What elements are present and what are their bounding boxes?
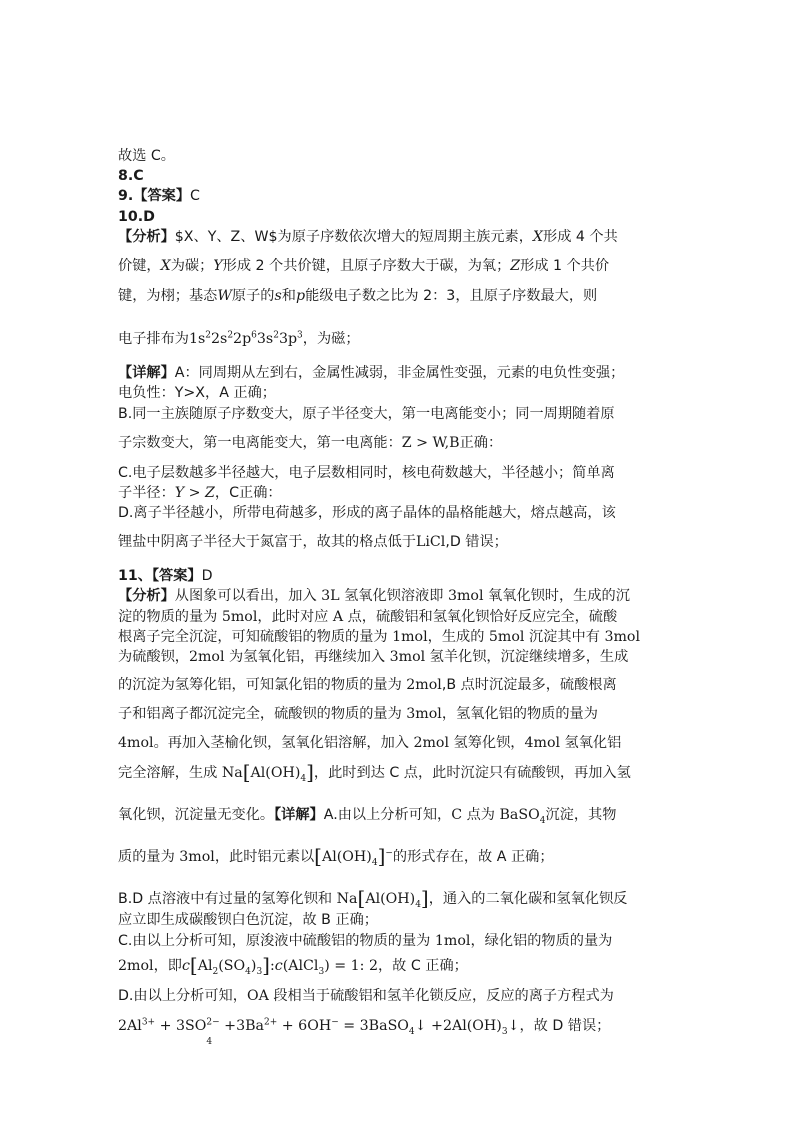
detail-line: C.由以上分析可知，原浚液中硫酸铝的物质的量为 1mol，绿化铝的物质的量为 [118,933,613,949]
analysis-line: 电子排布为$1s^22s^22p^63s^23p^3$，为磁； [118,330,360,347]
detail-line: 锂盐中阴离子半径大于氮富于，故其的格点低于LiCl,D 错误； [118,534,508,550]
analysis-line: 键，为栩；基态W原子的s和p能级电子数之比为 2：3，且原子序数最大，则 [118,288,598,304]
detail-line: B.D 点溶液中有过量的氢筹化钡和 $Na[Al(OH)_4]$，通入的二氧化碳和氢氧化钡反 [118,886,628,910]
analysis-line: 【分析】从图象可以看出，加入 3L 氢氧化钡溶液即 3mol 氧氧化钡时，生成的沉 [118,588,630,604]
analysis-line: 根离子完全沉淀，可知硫酸铝的物质的量为 1mol，生成的 5mol 沉淀其中有 3mol [118,629,640,645]
analysis-line: 氧化钡，沉淀量无变化。【详解】A.由以上分析可知，C 点为 BaSO$_4$沉淀，其物 [118,807,617,826]
detail-line: 2mol，即$c[Al_2(SO_4)_3]:c(AlCl_3) = 1$: 2，故 C 正确； [118,953,468,977]
detail-line: D.由以上分析可知，OA 段相当于硫酸铝和氢羊化锁反应，反应的离子方程式为 [118,988,614,1004]
answer-9: 9.【答案】C [118,188,200,204]
detail-line: 电负性：Y>X，A 正确； [118,385,276,401]
detail-line: 质的量为 3mol，此时铝元素以$[Al(OH)_4]^-$的形式存在，故 A 正确； [118,844,554,868]
detail-line: 【详解】A：同周期从左到右，金属性减弱，非金属性变强，元素的电负性变强； [118,365,625,381]
analysis-line: 淀的物质的量为 5mol，此时对应 A 点，硫酸铝和氢氧化钡恰好反应完全，硫酸 [118,609,618,625]
analysis-line: 为硫酸钡，2mol 为氢氧化铝，再继续加入 3mol 氢羊化钡，沉淀继续增多，生成 [118,649,629,665]
analysis-line: 价键，X为碳；Y形成 2 个共价键，且原子序数大于碳，为氧；Z形成 1 个共价 [118,258,610,274]
detail-line: 应立即生成碳酸钡白色沉淀，故 B 正确； [118,912,378,928]
analysis-line: 的沉淀为氢筹化铝，可知氯化铝的物质的量为 2mol,B 点时沉淀最多，硫酸根离 [118,677,617,693]
detail-line: B.同一主族随原子序数变大，原子半径变大，第一电离能变小；同一周期随着原 [118,406,615,422]
detail-line: C.电子层数越多半径越大，电子层数相同时，核电荷数越大，半径越小；简单离 [118,465,615,481]
text-line: 故选 C。 [118,148,175,164]
analysis-line: 子和铝离子都沉淀完全，硫酸钡的物质的量为 3mol，氢氧化铝的物质的量为 [118,706,598,722]
detail-line: 子宗数变大，第一电离能变大，第一电离能：Z > W,B正确： [118,435,503,451]
answer-8: 8.C [118,168,144,184]
answer-11: 11、【答案】D [118,568,213,584]
answer-10: 10.D [118,209,155,225]
analysis-line: 4mol。再加入茎榆化钡，氢氧化铝溶解，加入 2mol 氢筹化钡，4mol 氢氧化铝 [118,735,622,751]
detail-line: D.离子半径越小，所带电荷越多，形成的离子晶体的晶格能越大，熔点越高，该 [118,505,616,521]
detail-line: 子半径：Y > Z，C正确： [118,485,282,501]
analysis-line: 完全溶解，生成 $Na[Al(OH)_4]$，此时到达 C 点，此时沉淀只有硫酸钡，再加入氢 [118,760,631,784]
analysis-line: 【分析】$X、Y、Z、W$为原子序数依次增大的短周期主族元素，X形成 4 个共 [118,229,618,245]
ionic-equation: $2Al^{3+} + 3SO^{2-}$ 4 $+3Ba^{2+} + 6OH^-$ = 3BaSO$_4$↓ $+2Al(OH)_3↓$，故 D 错误； [118,1017,611,1047]
